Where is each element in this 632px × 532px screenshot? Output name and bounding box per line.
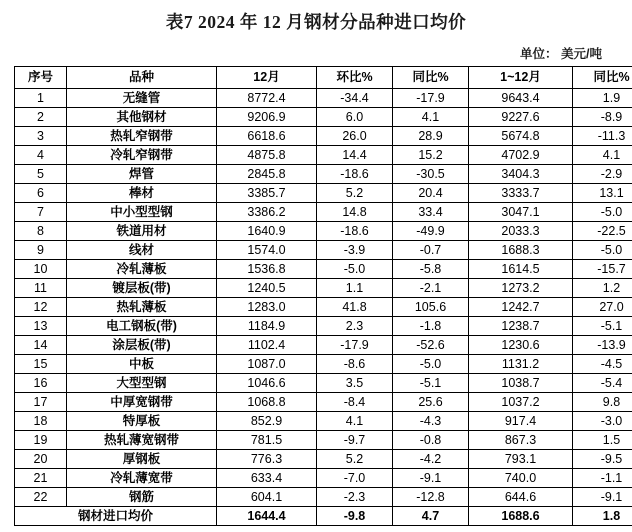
header-cell-6: 同比% xyxy=(573,67,632,89)
table-row xyxy=(15,469,632,488)
row-dec-price: 604.1 xyxy=(217,488,317,507)
row-mom: 26.0 xyxy=(317,127,393,146)
row-dec-price: 1102.4 xyxy=(217,336,317,355)
row-product: 棒材 xyxy=(67,184,217,203)
table-row xyxy=(15,146,632,165)
row-product: 铁道用材 xyxy=(67,222,217,241)
page-title: 表7 2024 年 12 月钢材分品种进口均价 xyxy=(165,12,467,32)
row-product: 冷轧窄钢带 xyxy=(67,146,217,165)
row-product: 冷轧薄板 xyxy=(67,260,217,279)
row-cumulative: 1230.6 xyxy=(469,336,573,355)
row-mom: -8.4 xyxy=(317,393,393,412)
table-row xyxy=(15,222,632,241)
row-cumulative: 3047.1 xyxy=(469,203,573,222)
row-product: 热轧窄钢带 xyxy=(67,127,217,146)
row-cumulative-yoy: -5.4 xyxy=(573,374,632,393)
row-dec-price: 1536.8 xyxy=(217,260,317,279)
row-cumulative-yoy: 13.1 xyxy=(573,184,632,203)
row-yoy: -4.3 xyxy=(393,412,469,431)
row-dec-price: 1087.0 xyxy=(217,355,317,374)
row-dec-price: 2845.8 xyxy=(217,165,317,184)
row-yoy: -4.2 xyxy=(393,450,469,469)
table-header-row xyxy=(15,67,632,89)
row-cumulative: 1688.3 xyxy=(469,241,573,260)
table-row xyxy=(15,355,632,374)
row-mom: -3.9 xyxy=(317,241,393,260)
row-index: 6 xyxy=(15,184,67,203)
row-mom: -9.7 xyxy=(317,431,393,450)
row-cumulative: 2033.3 xyxy=(469,222,573,241)
steel-import-price-table xyxy=(14,66,632,526)
total-yoy: 4.7 xyxy=(393,507,469,526)
header-cell-1: 品种 xyxy=(67,67,217,89)
row-index: 21 xyxy=(15,469,67,488)
row-cumulative-yoy: -5.0 xyxy=(573,203,632,222)
row-yoy: 33.4 xyxy=(393,203,469,222)
row-index: 18 xyxy=(15,412,67,431)
table-container xyxy=(0,66,632,526)
row-dec-price: 9206.9 xyxy=(217,108,317,127)
row-yoy: 105.6 xyxy=(393,298,469,317)
row-cumulative: 867.3 xyxy=(469,431,573,450)
total-mom: -9.8 xyxy=(317,507,393,526)
row-dec-price: 3386.2 xyxy=(217,203,317,222)
row-cumulative: 1614.5 xyxy=(469,260,573,279)
row-cumulative: 793.1 xyxy=(469,450,573,469)
row-index: 5 xyxy=(15,165,67,184)
row-dec-price: 8772.4 xyxy=(217,89,317,108)
row-mom: 5.2 xyxy=(317,450,393,469)
table-row xyxy=(15,165,632,184)
table-row xyxy=(15,374,632,393)
row-mom: -5.0 xyxy=(317,260,393,279)
row-cumulative-yoy: -8.9 xyxy=(573,108,632,127)
row-index: 1 xyxy=(15,89,67,108)
row-index: 13 xyxy=(15,317,67,336)
row-mom: 5.2 xyxy=(317,184,393,203)
row-cumulative: 1037.2 xyxy=(469,393,573,412)
row-mom: -8.6 xyxy=(317,355,393,374)
row-product: 涂层板(带) xyxy=(67,336,217,355)
table-row xyxy=(15,127,632,146)
row-dec-price: 1574.0 xyxy=(217,241,317,260)
row-index: 22 xyxy=(15,488,67,507)
row-cumulative: 917.4 xyxy=(469,412,573,431)
row-cumulative: 3333.7 xyxy=(469,184,573,203)
row-mom: 14.4 xyxy=(317,146,393,165)
row-product: 其他钢材 xyxy=(67,108,217,127)
table-row xyxy=(15,317,632,336)
row-index: 20 xyxy=(15,450,67,469)
row-cumulative-yoy: -11.3 xyxy=(573,127,632,146)
row-cumulative-yoy: 1.9 xyxy=(573,89,632,108)
row-mom: 6.0 xyxy=(317,108,393,127)
row-mom: 3.5 xyxy=(317,374,393,393)
row-mom: -17.9 xyxy=(317,336,393,355)
row-yoy: 4.1 xyxy=(393,108,469,127)
header-cell-2: 12月 xyxy=(217,67,317,89)
row-dec-price: 1283.0 xyxy=(217,298,317,317)
row-mom: -7.0 xyxy=(317,469,393,488)
row-dec-price: 3385.7 xyxy=(217,184,317,203)
row-product: 焊管 xyxy=(67,165,217,184)
row-cumulative: 740.0 xyxy=(469,469,573,488)
row-dec-price: 781.5 xyxy=(217,431,317,450)
row-product: 中小型型钢 xyxy=(67,203,217,222)
row-mom: 2.3 xyxy=(317,317,393,336)
row-yoy: -1.8 xyxy=(393,317,469,336)
row-dec-price: 6618.6 xyxy=(217,127,317,146)
row-mom: 14.8 xyxy=(317,203,393,222)
row-product: 中板 xyxy=(67,355,217,374)
table-row xyxy=(15,260,632,279)
row-index: 16 xyxy=(15,374,67,393)
row-cumulative: 4702.9 xyxy=(469,146,573,165)
total-cumulative-yoy: 1.8 xyxy=(573,507,632,526)
row-cumulative: 1242.7 xyxy=(469,298,573,317)
row-cumulative: 1131.2 xyxy=(469,355,573,374)
row-yoy: 28.9 xyxy=(393,127,469,146)
row-yoy: -0.8 xyxy=(393,431,469,450)
row-yoy: -30.5 xyxy=(393,165,469,184)
row-mom: 41.8 xyxy=(317,298,393,317)
row-cumulative-yoy: -15.7 xyxy=(573,260,632,279)
total-dec-price: 1644.4 xyxy=(217,507,317,526)
header-cell-0: 序号 xyxy=(15,67,67,89)
row-yoy: 15.2 xyxy=(393,146,469,165)
row-cumulative-yoy: -9.1 xyxy=(573,488,632,507)
table-row xyxy=(15,298,632,317)
row-mom: 1.1 xyxy=(317,279,393,298)
row-dec-price: 852.9 xyxy=(217,412,317,431)
table-row xyxy=(15,279,632,298)
row-cumulative: 5674.8 xyxy=(469,127,573,146)
row-dec-price: 1184.9 xyxy=(217,317,317,336)
row-product: 无缝管 xyxy=(67,89,217,108)
row-cumulative-yoy: 4.1 xyxy=(573,146,632,165)
row-cumulative-yoy: 27.0 xyxy=(573,298,632,317)
table-row xyxy=(15,89,632,108)
table-row xyxy=(15,431,632,450)
row-cumulative-yoy: 1.5 xyxy=(573,431,632,450)
row-index: 10 xyxy=(15,260,67,279)
header-cell-3: 环比% xyxy=(317,67,393,89)
row-index: 11 xyxy=(15,279,67,298)
row-yoy: -12.8 xyxy=(393,488,469,507)
row-cumulative: 3404.3 xyxy=(469,165,573,184)
row-cumulative: 9227.6 xyxy=(469,108,573,127)
row-dec-price: 4875.8 xyxy=(217,146,317,165)
row-yoy: -5.0 xyxy=(393,355,469,374)
table-row xyxy=(15,203,632,222)
total-cumulative: 1688.6 xyxy=(469,507,573,526)
row-cumulative-yoy: -2.9 xyxy=(573,165,632,184)
table-row xyxy=(15,184,632,203)
table-row xyxy=(15,336,632,355)
row-index: 2 xyxy=(15,108,67,127)
header-cell-5: 1~12月 xyxy=(469,67,573,89)
row-product: 厚钢板 xyxy=(67,450,217,469)
row-cumulative: 1238.7 xyxy=(469,317,573,336)
row-yoy: -2.1 xyxy=(393,279,469,298)
row-cumulative: 9643.4 xyxy=(469,89,573,108)
row-yoy: -0.7 xyxy=(393,241,469,260)
row-dec-price: 1046.6 xyxy=(217,374,317,393)
row-index: 17 xyxy=(15,393,67,412)
table-row xyxy=(15,488,632,507)
row-dec-price: 1068.8 xyxy=(217,393,317,412)
row-yoy: -9.1 xyxy=(393,469,469,488)
table-row xyxy=(15,108,632,127)
row-cumulative-yoy: -4.5 xyxy=(573,355,632,374)
row-index: 3 xyxy=(15,127,67,146)
row-cumulative-yoy: 9.8 xyxy=(573,393,632,412)
row-mom: -18.6 xyxy=(317,165,393,184)
table-row xyxy=(15,393,632,412)
table-total-row xyxy=(15,507,632,526)
row-product: 镀层板(带) xyxy=(67,279,217,298)
total-label: 钢材进口均价 xyxy=(15,507,217,526)
row-index: 7 xyxy=(15,203,67,222)
row-dec-price: 1240.5 xyxy=(217,279,317,298)
row-product: 线材 xyxy=(67,241,217,260)
row-mom: -2.3 xyxy=(317,488,393,507)
row-product: 中厚宽钢带 xyxy=(67,393,217,412)
row-index: 14 xyxy=(15,336,67,355)
row-mom: 4.1 xyxy=(317,412,393,431)
row-yoy: -5.1 xyxy=(393,374,469,393)
row-product: 特厚板 xyxy=(67,412,217,431)
row-yoy: -17.9 xyxy=(393,89,469,108)
row-index: 15 xyxy=(15,355,67,374)
row-dec-price: 633.4 xyxy=(217,469,317,488)
row-cumulative-yoy: -3.0 xyxy=(573,412,632,431)
row-index: 4 xyxy=(15,146,67,165)
row-product: 热轧薄宽钢带 xyxy=(67,431,217,450)
row-index: 19 xyxy=(15,431,67,450)
row-dec-price: 776.3 xyxy=(217,450,317,469)
row-cumulative-yoy: 1.2 xyxy=(573,279,632,298)
row-cumulative: 644.6 xyxy=(469,488,573,507)
row-yoy: 20.4 xyxy=(393,184,469,203)
unit-label: 单位： 美元/吨 xyxy=(520,47,602,61)
row-yoy: 25.6 xyxy=(393,393,469,412)
row-yoy: -5.8 xyxy=(393,260,469,279)
table-row xyxy=(15,241,632,260)
row-yoy: -52.6 xyxy=(393,336,469,355)
header-cell-4: 同比% xyxy=(393,67,469,89)
row-cumulative-yoy: -5.1 xyxy=(573,317,632,336)
row-product: 电工钢板(带) xyxy=(67,317,217,336)
row-cumulative-yoy: -1.1 xyxy=(573,469,632,488)
row-index: 12 xyxy=(15,298,67,317)
table-row xyxy=(15,450,632,469)
row-cumulative-yoy: -5.0 xyxy=(573,241,632,260)
row-cumulative-yoy: -13.9 xyxy=(573,336,632,355)
row-cumulative-yoy: -22.5 xyxy=(573,222,632,241)
row-dec-price: 1640.9 xyxy=(217,222,317,241)
row-product: 大型型钢 xyxy=(67,374,217,393)
row-product: 冷轧薄宽带 xyxy=(67,469,217,488)
row-cumulative: 1273.2 xyxy=(469,279,573,298)
row-index: 8 xyxy=(15,222,67,241)
row-mom: -18.6 xyxy=(317,222,393,241)
row-product: 热轧薄板 xyxy=(67,298,217,317)
row-cumulative-yoy: -9.5 xyxy=(573,450,632,469)
row-cumulative: 1038.7 xyxy=(469,374,573,393)
row-mom: -34.4 xyxy=(317,89,393,108)
row-index: 9 xyxy=(15,241,67,260)
row-yoy: -49.9 xyxy=(393,222,469,241)
table-row xyxy=(15,412,632,431)
row-product: 钢筋 xyxy=(67,488,217,507)
